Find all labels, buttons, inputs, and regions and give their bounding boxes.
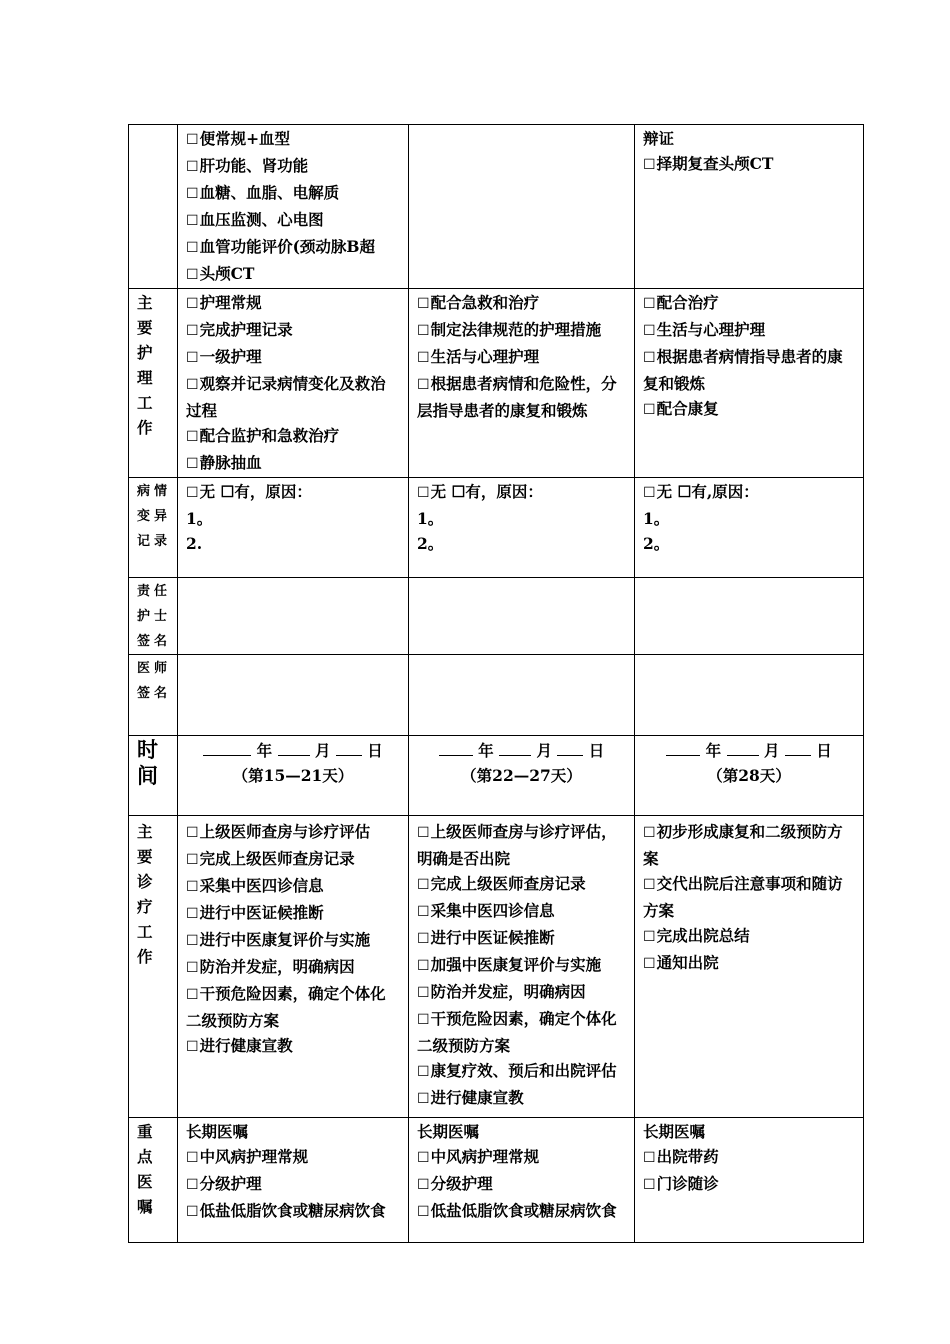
label-char: 主 [137, 293, 153, 312]
variation-col2 [409, 478, 635, 578]
time-col3 [635, 736, 864, 816]
checkbox-item[interactable]: ☐ 血管功能评价(颈动脉B超 [186, 234, 400, 261]
nurse-signature-field[interactable] [178, 578, 409, 655]
label-text: 护士 [137, 609, 172, 624]
checkbox-item[interactable]: ☐ 干预危险因素，确定个体化二级预防方案 [417, 1006, 626, 1058]
exams-col2 [409, 125, 635, 289]
checkbox-item[interactable]: ☐ 配合急救和治疗 [417, 290, 626, 317]
day-label: 日 [588, 741, 605, 760]
plain-text: 辩证 [643, 129, 675, 148]
checkbox-item[interactable]: ☐ 生活与心理护理 [417, 344, 626, 371]
day-label: 日 [367, 741, 383, 760]
label-char: 作 [137, 947, 153, 966]
orders-heading: 长期医嘱 [643, 1122, 706, 1141]
date-line [643, 738, 855, 763]
checkbox-item[interactable]: ☐ 进行健康宣教 [186, 1033, 400, 1060]
checkbox-item[interactable]: ☐ 中风病护理常规 [186, 1144, 400, 1171]
variation-col3 [635, 478, 864, 578]
date-line [417, 738, 626, 763]
checkbox-item[interactable]: ☐ 加强中医康复评价与实施 [417, 952, 626, 979]
row-nurse-signature [129, 578, 864, 655]
checkbox-item[interactable]: ☐ 生活与心理护理 [643, 317, 855, 344]
clinical-pathway-table [128, 124, 864, 1243]
checkbox-item[interactable]: ☐ 分级护理 [417, 1171, 626, 1198]
label-text: 病情 [137, 484, 172, 499]
day-range: （第15—21天） [232, 766, 354, 785]
row-label-variation [129, 478, 178, 578]
row-label-empty [129, 125, 178, 289]
label-text: 变异 [137, 509, 172, 524]
month-field[interactable] [278, 741, 310, 756]
checkbox-item[interactable]: ☐ 一级护理 [186, 344, 400, 371]
checkbox-item[interactable]: ☐ 根据患者病情指导患者的康复和锻炼 [643, 344, 855, 396]
checkbox-item[interactable]: ☐ 通知出院 [643, 950, 855, 977]
checkbox-item[interactable]: ☐ 进行中医证候推断 [186, 900, 400, 927]
row-diagnosis [129, 816, 864, 1118]
day-range: （第28天） [707, 766, 791, 785]
checkbox-item[interactable]: ☐ 配合监护和急救治疗 [186, 423, 400, 450]
time-col1 [178, 736, 409, 816]
checkbox-item[interactable]: ☐ 头颅CT [186, 261, 400, 288]
label-char: 工 [137, 393, 153, 412]
row-label-time [129, 736, 178, 816]
row-exams [129, 125, 864, 289]
checkbox-item[interactable]: ☐ 低盐低脂饮食或糖尿病饮食 [417, 1198, 626, 1225]
checkbox-item[interactable]: ☐ 静脉抽血 [186, 450, 400, 477]
label-text: 签名 [137, 686, 172, 701]
day-field[interactable] [785, 741, 811, 756]
orders-col1 [178, 1118, 409, 1243]
time-col2 [409, 736, 635, 816]
label-char: 间 [137, 763, 158, 788]
year-label: 年 [478, 741, 494, 760]
label-char: 主 [137, 822, 153, 841]
day-field[interactable] [557, 741, 583, 756]
orders-col2 [409, 1118, 635, 1243]
diagnosis-col2 [409, 816, 635, 1118]
checkbox-item[interactable]: ☐ 门诊随诊 [643, 1171, 855, 1198]
nursing-col2 [409, 289, 635, 478]
row-nursing [129, 289, 864, 478]
variation-item: 1。 [417, 509, 444, 528]
row-label-nursing [129, 289, 178, 478]
checkbox-item[interactable]: ☐ 完成上级医师查房记录 [417, 871, 626, 898]
checkbox-item[interactable]: ☐ 血糖、血脂、电解质 [186, 180, 400, 207]
month-label: 月 [314, 741, 331, 760]
checkbox-item[interactable]: ☐ 康复疗效、预后和出院评估 [417, 1058, 626, 1085]
orders-col3 [635, 1118, 864, 1243]
diagnosis-col1 [178, 816, 409, 1118]
variation-item: 2。 [643, 534, 670, 553]
label-text: 责任 [137, 584, 172, 599]
row-label-diagnosis [129, 816, 178, 1118]
row-time [129, 736, 864, 816]
label-char: 要 [137, 318, 153, 337]
doctor-signature-field[interactable] [635, 655, 864, 736]
row-label-doctor-signature [129, 655, 178, 736]
checkbox-item[interactable]: ☐ 进行中医康复评价与实施 [186, 927, 400, 954]
variation-item: 2. [186, 534, 203, 553]
checkbox-item[interactable]: ☐ 交代出院后注意事项和随访方案 [643, 871, 855, 923]
variation-checkbox[interactable]: ☐ 无 ☐有,原因： [643, 479, 855, 506]
orders-heading: 长期医嘱 [417, 1122, 480, 1141]
checkbox-item[interactable]: ☐ 采集中医四诊信息 [186, 873, 400, 900]
row-variation [129, 478, 864, 578]
row-doctor-signature [129, 655, 864, 736]
year-label: 年 [705, 741, 722, 760]
day-label: 日 [816, 741, 832, 760]
row-label-orders [129, 1118, 178, 1243]
checkbox-item[interactable]: ☐ 便常规+血型 [186, 126, 400, 153]
checkbox-item[interactable]: ☐ 血压监测、心电图 [186, 207, 400, 234]
label-text: 记录 [137, 534, 172, 549]
label-char: 作 [137, 418, 153, 437]
label-char: 时 [137, 737, 158, 762]
variation-col1 [178, 478, 409, 578]
date-line [186, 738, 400, 763]
checkbox-item[interactable]: ☐ 进行健康宣教 [417, 1085, 626, 1112]
label-text: 签名 [137, 634, 172, 649]
checkbox-item[interactable]: ☐ 择期复查头颅CT [643, 151, 855, 178]
month-field[interactable] [499, 741, 531, 756]
day-range: （第22—27天） [461, 766, 582, 785]
checkbox-item[interactable]: ☐ 根据患者病情和危险性，分层指导患者的康复和锻炼 [417, 371, 626, 423]
doctor-signature-field[interactable] [178, 655, 409, 736]
label-char: 点 [137, 1147, 153, 1166]
variation-item: 1。 [186, 509, 213, 528]
checkbox-item[interactable]: ☐ 干预危险因素，确定个体化二级预防方案 [186, 981, 400, 1033]
checkbox-item[interactable]: ☐ 采集中医四诊信息 [417, 898, 626, 925]
year-label: 年 [256, 741, 273, 760]
label-char: 嘱 [137, 1197, 153, 1216]
nursing-col3 [635, 289, 864, 478]
variation-item: 2。 [417, 534, 444, 553]
nurse-signature-field[interactable] [409, 578, 635, 655]
checkbox-item[interactable]: ☐ 上级医师查房与诊疗评估 [186, 819, 400, 846]
month-label: 月 [536, 741, 552, 760]
checkbox-item[interactable]: ☐ 完成出院总结 [643, 923, 855, 950]
variation-checkbox[interactable]: ☐ 无 ☐有，原因： [417, 479, 626, 506]
label-char: 要 [137, 847, 153, 866]
variation-item: 1。 [643, 509, 670, 528]
checkbox-item[interactable]: ☐ 中风病护理常规 [417, 1144, 626, 1171]
row-label-nurse-signature [129, 578, 178, 655]
checkbox-item[interactable]: ☐ 观察并记录病情变化及救治过程 [186, 371, 400, 423]
orders-heading: 长期医嘱 [186, 1122, 249, 1141]
label-char: 诊 [137, 872, 153, 891]
year-field[interactable] [439, 741, 473, 756]
label-char: 护 [137, 343, 153, 362]
month-field[interactable] [727, 741, 759, 756]
checkbox-item[interactable]: ☐ 防治并发症，明确病因 [186, 954, 400, 981]
nurse-signature-field[interactable] [635, 578, 864, 655]
year-field[interactable] [666, 741, 700, 756]
row-orders [129, 1118, 864, 1243]
month-label: 月 [763, 741, 780, 760]
checkbox-item[interactable]: ☐ 初步形成康复和二级预防方案 [643, 819, 855, 871]
checkbox-item[interactable]: ☐ 进行中医证候推断 [417, 925, 626, 952]
exams-col1 [178, 125, 409, 289]
exams-col3 [635, 125, 864, 289]
label-char: 医 [137, 1172, 153, 1191]
day-field[interactable] [336, 741, 362, 756]
label-char: 工 [137, 922, 153, 941]
checkbox-item[interactable]: ☐ 上级医师查房与诊疗评估，明确是否出院 [417, 819, 626, 871]
checkbox-item[interactable]: ☐ 分级护理 [186, 1171, 400, 1198]
checkbox-item[interactable]: ☐ 防治并发症，明确病因 [417, 979, 626, 1006]
checkbox-item[interactable]: ☐ 肝功能、肾功能 [186, 153, 400, 180]
checkbox-item[interactable]: ☐ 完成上级医师查房记录 [186, 846, 400, 873]
variation-checkbox[interactable]: ☐ 无 ☐有，原因： [186, 479, 400, 506]
checkbox-item[interactable]: ☐ 出院带药 [643, 1144, 855, 1171]
label-char: 理 [137, 368, 153, 387]
checkbox-item[interactable]: ☐ 完成护理记录 [186, 317, 400, 344]
checkbox-item[interactable]: ☐ 护理常规 [186, 290, 400, 317]
checkbox-item[interactable]: ☐ 低盐低脂饮食或糖尿病饮食 [186, 1198, 400, 1225]
nursing-col1 [178, 289, 409, 478]
label-text: 医师 [137, 661, 172, 676]
checkbox-item[interactable]: ☐ 配合治疗 [643, 290, 855, 317]
year-field[interactable] [203, 741, 251, 756]
checkbox-item[interactable]: ☐ 配合康复 [643, 396, 855, 423]
checkbox-item[interactable]: ☐ 制定法律规范的护理措施 [417, 317, 626, 344]
diagnosis-col3 [635, 816, 864, 1118]
label-char: 重 [137, 1122, 153, 1141]
label-char: 疗 [137, 897, 153, 916]
doctor-signature-field[interactable] [409, 655, 635, 736]
